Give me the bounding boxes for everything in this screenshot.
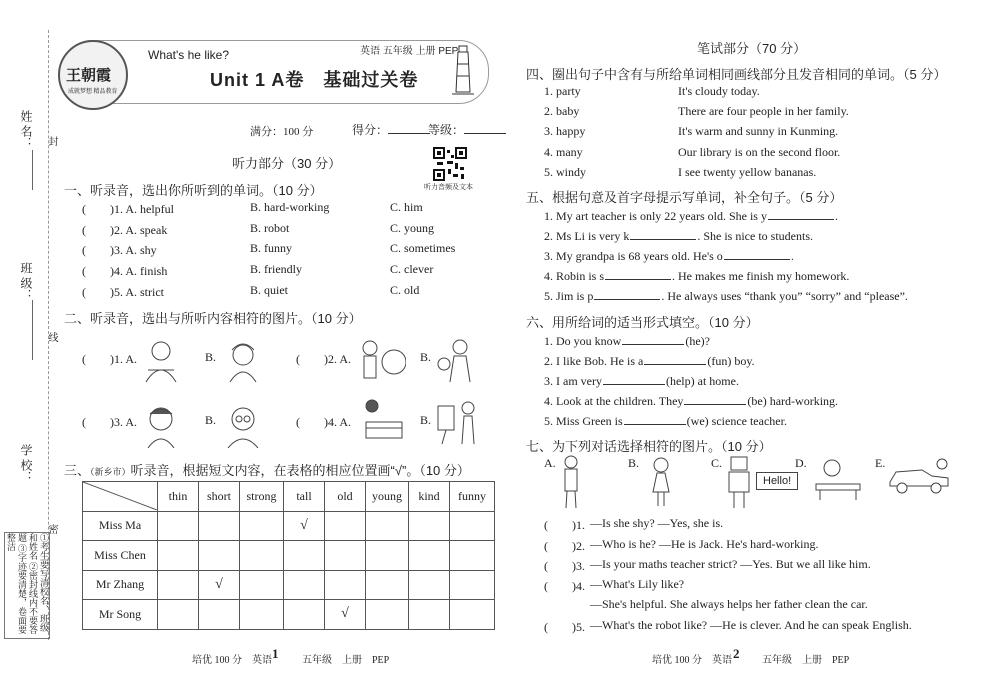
subject-tag: 英语 [360, 46, 380, 57]
part1-row-1-c: C. him [390, 200, 423, 214]
part5-row-1-blank[interactable] [768, 207, 834, 220]
table-cell[interactable] [325, 570, 366, 600]
table-header-row [83, 482, 495, 512]
footer-right-series: 培优 100 分 英语 [652, 655, 732, 666]
part7-row-3-text: —Is your maths teacher strict? —Yes. But we all like him. [590, 557, 871, 571]
table-cell[interactable] [284, 541, 325, 571]
part1-row-1-b: B. hard-working [250, 200, 330, 214]
man-standing-icon [556, 454, 586, 510]
diagonal-corner-cell [83, 482, 158, 512]
part4-row-3-word: 3. happy [544, 124, 586, 139]
part6-row-3-after: (help) at home. [665, 374, 739, 388]
table-col-header: funny [450, 482, 495, 512]
part6-row-2-blank[interactable] [644, 352, 706, 365]
part6-row-4-before: 4. Look at the children. They [544, 394, 684, 408]
part3-title-line [64, 460, 470, 479]
part1-row-5-c: C. old [390, 282, 420, 297]
table-row [83, 541, 495, 571]
table-cell[interactable] [325, 511, 366, 541]
part5-row-2-after: . She is nice to students. [697, 229, 814, 243]
table-cell[interactable] [366, 511, 409, 541]
part7-row-4-num: ( )4. [544, 579, 585, 593]
part7-row-1-text: —Is she shy? —Yes, she is. [590, 516, 724, 530]
binding-mark-top: 封 [46, 136, 57, 146]
table-cell[interactable] [199, 600, 240, 630]
name-line [32, 150, 33, 190]
table-cell[interactable] [284, 570, 325, 600]
logo-text: 王朝霞 [66, 68, 112, 84]
part2-item-4-b: B. [420, 413, 432, 427]
part6-row-1 [544, 332, 710, 349]
part3-title: 听录音，根据短文内容，在表格的相应位置画“√”。（10 分） [130, 463, 470, 478]
listening-heading: 听力部分（30 分） [232, 156, 342, 171]
part6-row-4-after: (be) hard-working. [747, 394, 839, 408]
part7-row-3-num: ( )3. [544, 559, 585, 573]
part5-row-5-blank[interactable] [594, 287, 660, 300]
table-cell[interactable] [450, 511, 495, 541]
part5-row-4-before: 4. Robin is s [544, 269, 605, 283]
diagonal-line [83, 482, 157, 510]
part5-title: 五、根据句意及首字母提示写单词，补全句子。（5 分） [526, 190, 843, 205]
table-cell[interactable] [366, 600, 409, 630]
part6-row-2 [544, 352, 755, 369]
grade-field[interactable] [428, 121, 506, 138]
part5-row-3-blank[interactable] [724, 247, 790, 260]
score-label: 得分： [352, 123, 389, 137]
logo-seal [58, 40, 128, 110]
part7-row-1-num: ( )1. [544, 518, 585, 532]
footer-right-info: 五年级 上册 PEP [762, 655, 850, 666]
part4-row-1-word: 1. party [544, 84, 581, 98]
part1-row-1-a: ( )1. A. helpful [82, 202, 174, 216]
part1-row-4-a: ( )4. A. finish [82, 264, 168, 279]
part4-row-5-word: 5. windy [544, 164, 586, 179]
part6-row-1-blank[interactable] [622, 332, 684, 345]
part6-row-3 [544, 372, 739, 389]
part6-row-5-before: 5. Miss Green is [544, 414, 623, 428]
part4-row-4-sentence: Our library is on the second floor. [678, 144, 841, 159]
table-col-header: old [325, 482, 366, 512]
girl-playing-piano-icon [358, 398, 408, 446]
part5-row-5 [544, 287, 908, 304]
boy-writing-desk-icon [812, 458, 862, 502]
part2-title: 二、听录音，选出与所听内容相符的图片。（10 分） [64, 311, 362, 326]
table-row [83, 600, 495, 630]
table-cell[interactable] [240, 600, 284, 630]
part5-row-2-before: 2. Ms Li is very k [544, 229, 630, 243]
part3-prefix: 三、 [64, 463, 91, 478]
part7-row-5-text: —She's helpful. She always helps her father clean the car. [590, 597, 868, 611]
header-tags [360, 42, 458, 57]
table-col-header: short [199, 482, 240, 512]
part3-tag: （新乡市） [90, 467, 131, 477]
part2-item-1-num: ( )1. A. [82, 352, 137, 366]
part4-row-1-sentence: It's cloudy today. [678, 84, 760, 98]
table-cell[interactable] [199, 511, 240, 541]
part6-row-4-blank[interactable] [684, 392, 746, 405]
grade-tag: 五年级 [382, 46, 413, 57]
part1-row-3-b: B. funny [250, 241, 292, 256]
robot-icon [722, 454, 756, 510]
class-label: 班 级： [19, 262, 33, 301]
part2-item-4-num: ( )4. A. [296, 415, 351, 429]
table-cell[interactable] [199, 541, 240, 571]
table-cell[interactable] [409, 511, 450, 541]
part6-row-4 [544, 392, 838, 409]
table-cell[interactable] [158, 570, 199, 600]
table-col-header: young [366, 482, 409, 512]
table-cell[interactable] [158, 600, 199, 630]
part6-row-3-before: 3. I am very [544, 374, 602, 388]
option-e-label: E. [875, 456, 886, 470]
part5-row-2 [544, 227, 813, 244]
girl-painting-icon [434, 398, 480, 446]
part1-row-3-a: ( )3. A. shy [82, 243, 157, 258]
table-cell[interactable] [450, 600, 495, 630]
part1-row-4-c: C. clever [390, 262, 434, 277]
class-line [32, 300, 33, 360]
footer-right-page: 2 [733, 646, 740, 661]
footer-left-info: 五年级 上册 PEP [302, 655, 390, 666]
part5-row-2-blank[interactable] [630, 227, 696, 240]
grade-label: 等级： [428, 123, 465, 137]
table-cell[interactable] [450, 541, 495, 571]
part5-row-3 [544, 247, 794, 264]
part2-item-2-num: ( )2. A. [296, 352, 351, 366]
notes-text: ①考生要写清校名、班级和姓名 ②密封线内不要答题 ③字迹要清楚，卷面要整洁 [6, 533, 49, 635]
teacher-pointing-icon [356, 338, 406, 382]
part6-row-5-blank[interactable] [624, 412, 686, 425]
edition-tag: PEP [438, 46, 459, 57]
part6-title: 六、用所给词的适当形式填空。（10 分） [526, 315, 759, 330]
part1-row-2-b: B. robot [250, 220, 290, 235]
table-col-header: strong [240, 482, 284, 512]
writing-heading: 笔试部分（70 分） [697, 41, 807, 56]
table-cell[interactable] [158, 511, 199, 541]
part2-item-3-num: ( )3. A. [82, 415, 137, 429]
table-row-name: Mr Zhang [83, 570, 158, 600]
part1-row-5-b: B. quiet [250, 282, 288, 297]
notes-box [4, 532, 50, 639]
table-cell[interactable] [409, 600, 450, 630]
part7-row-4-text: —What's Lily like? [590, 577, 685, 591]
part4-row-2-word: 2. baby [544, 104, 580, 119]
lesson-question: What's he like? [148, 48, 229, 62]
part1-row-4-b: B. friendly [250, 262, 302, 277]
logo-slogan: 成就梦想 精品教育 [68, 89, 118, 95]
qr-code-icon[interactable] [433, 147, 467, 181]
part5-row-1-before: 1. My art teacher is only 22 years old. She is y [544, 209, 767, 223]
lighthouse-icon [452, 42, 474, 96]
table-cell[interactable] [366, 541, 409, 571]
table-cell[interactable] [284, 600, 325, 630]
name-label: 姓 名： [19, 110, 33, 149]
table-cell[interactable] [366, 570, 409, 600]
part5-row-1-after: . [834, 209, 838, 223]
table-row-name: Miss Ma [83, 511, 158, 541]
footer-left-page: 1 [272, 646, 279, 661]
table-cell[interactable] [325, 541, 366, 571]
part5-row-3-before: 3. My grandpa is 68 years old. He's o [544, 249, 723, 263]
part5-row-4 [544, 267, 849, 284]
part5-row-5-before: 5. Jim is p [544, 289, 594, 303]
table-row-name: Mr Song [83, 600, 158, 630]
score-field[interactable] [352, 121, 430, 138]
table-cell[interactable]: √ [199, 570, 240, 600]
option-b-label: B. [628, 456, 640, 470]
term-tag: 上册 [415, 46, 436, 57]
answer-table [82, 481, 495, 630]
table-cell[interactable] [409, 541, 450, 571]
part6-row-1-after: (he)? [685, 334, 710, 348]
option-a-label: A. [544, 456, 556, 470]
mother-child-icon [434, 338, 474, 384]
part5-row-3-after: . [790, 249, 794, 263]
smiling-girl-icon [222, 340, 264, 384]
part2-item-3-b: B. [205, 413, 217, 427]
full-score: 满分：100 分 [250, 126, 314, 138]
part5-row-5-after: . He always uses “thank you” “sorry” and “please”. [661, 289, 908, 303]
car-washing-icon [886, 458, 952, 494]
part5-row-4-after: . He makes me finish my homework. [672, 269, 850, 283]
part1-title: 一、听录音，选出你所听到的单词。（10 分） [64, 183, 323, 198]
table-cell[interactable] [240, 570, 284, 600]
table-cell[interactable] [158, 541, 199, 571]
part1-row-5-a: ( )5. A. strict [82, 284, 164, 299]
part7-row-2-text: —Who is he? —He is Jack. He's hard-working. [590, 537, 819, 551]
part4-row-2-sentence: There are four people in her family. [678, 104, 849, 119]
part4-title: 四、圈出句子中含有与所给单词相同画线部分且发音相同的单词。（5 分） [526, 67, 947, 82]
part7-title: 七、为下列对话选择相符的图片。（10 分） [526, 439, 772, 454]
part2-item-2-b: B. [420, 350, 432, 364]
table-cell[interactable] [409, 570, 450, 600]
part6-row-5 [544, 412, 787, 429]
school-label: 学 校： [19, 444, 33, 483]
table-row-name: Miss Chen [83, 541, 158, 571]
table-cell[interactable] [240, 511, 284, 541]
table-cell[interactable] [240, 541, 284, 571]
table-col-header: tall [284, 482, 325, 512]
part1-row-3-c: C. sometimes [390, 241, 456, 256]
footer-left-series: 培优 100 分 英语 [192, 655, 272, 666]
part6-row-5-after: (we) science teacher. [686, 414, 787, 428]
part4-row-3-sentence: It's warm and sunny in Kunming. [678, 124, 839, 139]
part2-item-1-b: B. [205, 350, 217, 364]
part1-row-2-c: C. young [390, 220, 435, 235]
part6-row-1-before: 1. Do you know [544, 334, 622, 348]
part4-row-4-word: 4. many [544, 144, 583, 159]
part5-row-4-blank[interactable] [605, 267, 671, 280]
binding-mark-mid: 线 [46, 332, 57, 342]
hello-speech-bubble: Hello! [756, 472, 798, 490]
part6-row-2-before: 2. I like Bob. He is a [544, 354, 644, 368]
part6-row-2-after: (fun) boy. [707, 354, 755, 368]
part4-row-5-sentence: I see twenty yellow bananas. [678, 164, 817, 179]
binding-mark-bottom: 密 [46, 524, 57, 534]
part7-row-6-num: ( )5. [544, 620, 585, 634]
option-d-label: D. [795, 456, 807, 470]
part7-row-6-text: —What's the robot like? —He is clever. And he can speak English. [590, 618, 912, 632]
option-c-label: C. [711, 456, 723, 470]
table-col-header: kind [409, 482, 450, 512]
page-title: Unit 1 A卷 基础过关卷 [210, 70, 419, 90]
qr-caption: 听力音频及文本 [424, 183, 473, 191]
part7-row-2-num: ( )2. [544, 539, 585, 553]
table-row [83, 570, 495, 600]
part5-row-1 [544, 207, 838, 224]
boy-face-icon [140, 404, 182, 448]
table-cell[interactable] [450, 570, 495, 600]
table-cell[interactable]: √ [284, 511, 325, 541]
girl-standing-icon [646, 456, 676, 508]
girl-arms-crossed-icon [140, 340, 182, 384]
table-cell[interactable]: √ [325, 600, 366, 630]
table-row [83, 511, 495, 541]
old-man-icon [222, 404, 264, 448]
part1-row-2-a: ( )2. A. speak [82, 222, 168, 237]
table-col-header: thin [158, 482, 199, 512]
part6-row-3-blank[interactable] [603, 372, 665, 385]
